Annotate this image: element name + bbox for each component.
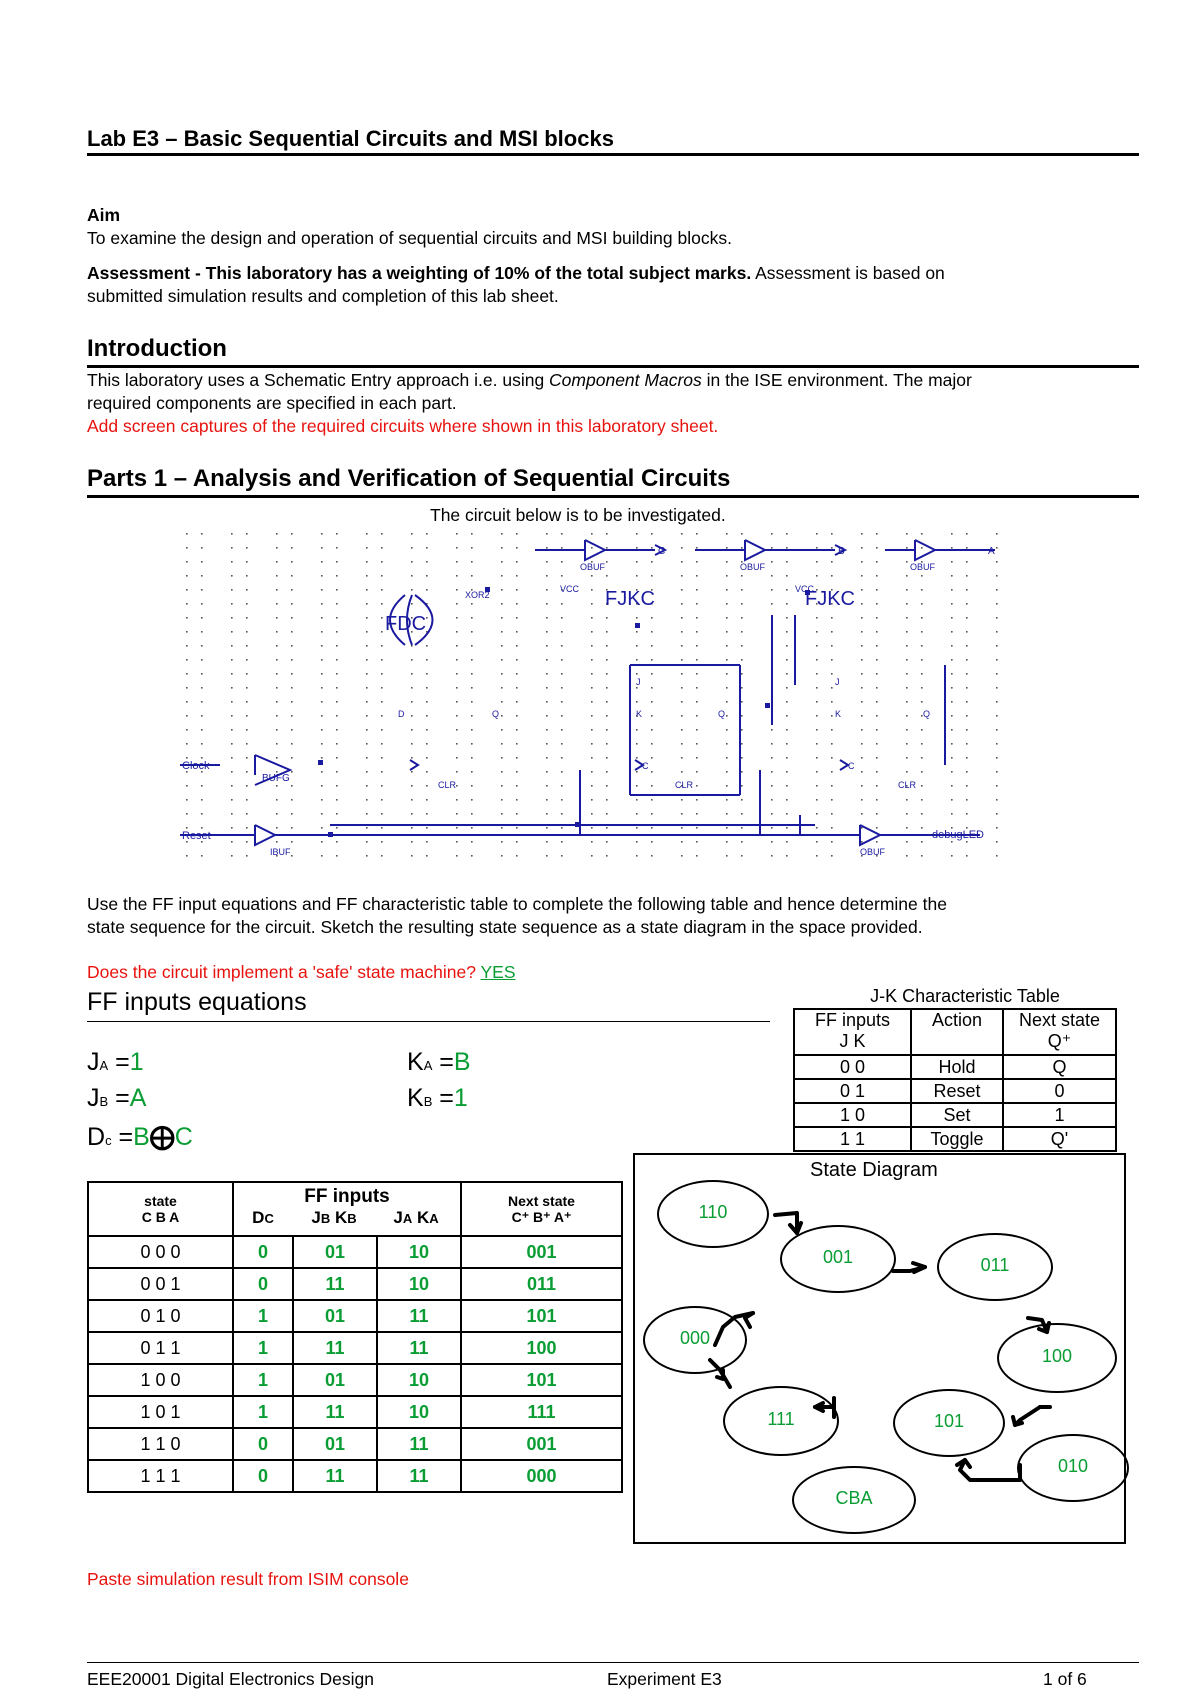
state-table-cell: 11 (377, 1460, 461, 1492)
state-table-cell: 000 (461, 1460, 622, 1492)
state-table-cell: 0 (233, 1236, 293, 1268)
schematic-label-clock: Clock (182, 760, 210, 772)
jk-table (793, 1008, 1117, 1152)
state-table-cell: 11 (293, 1396, 377, 1428)
state-table-cell: 0 1 0 (88, 1300, 233, 1332)
schematic-label-out-a: A (988, 546, 995, 557)
state-node (643, 1306, 747, 1374)
intro-text-b: in the ISE environment. The major (701, 370, 972, 390)
schematic-label-fdc: FDC (385, 613, 427, 635)
eq-ka (407, 1048, 471, 1077)
state-table-row (88, 1332, 622, 1364)
state-table-cell: 01 (293, 1300, 377, 1332)
state-table-row (88, 1364, 622, 1396)
schematic-label-vcc-2: VCC (795, 584, 815, 594)
state-table-cell: 10 (377, 1268, 461, 1300)
eq-kb-value: 1 (453, 1084, 468, 1112)
state-table (87, 1181, 623, 1493)
state-table-row (88, 1236, 622, 1268)
eq-ka-equals: = (432, 1048, 454, 1076)
schematic-label-fjkc-2: FJKC (805, 588, 855, 610)
assessment-bold: Assessment - This laboratory has a weighting of 10% of the total subject marks. (87, 263, 752, 283)
state-node-label: 010 (1057, 1456, 1089, 1476)
intro-heading: Introduction (87, 335, 227, 362)
state-table-cell: 01 (293, 1428, 377, 1460)
eq-jb-equals: = (108, 1084, 130, 1112)
aim-heading: Aim (87, 205, 121, 225)
state-node-label: 000 (679, 1328, 711, 1348)
state-node (792, 1466, 916, 1534)
schematic-label-obuf-3: OBUF (910, 562, 936, 572)
eq-kb-equals: = (432, 1084, 454, 1112)
schematic-pin-q-1: Q (492, 709, 500, 719)
state-table-row (88, 1428, 622, 1460)
state-table-row (88, 1396, 622, 1428)
schematic-label-clr-1: CLR (438, 780, 457, 790)
state-node (997, 1323, 1117, 1393)
circuit-schematic (180, 525, 1030, 885)
eq-ja (87, 1048, 144, 1077)
safe-answer: YES (480, 962, 516, 982)
state-node (657, 1180, 769, 1248)
part1-heading: Parts 1 – Analysis and Verification of Sequential Circuits (87, 465, 731, 492)
eq-dc-sub: c (105, 1133, 112, 1148)
state-table-cell: 10 (377, 1396, 461, 1428)
intro-line3: Add screen captures of the required circuits where shown in this laboratory sheet. (87, 416, 719, 436)
state-table-cell: 101 (461, 1364, 622, 1396)
state-table-cell: 1 (233, 1332, 293, 1364)
state-table-cell: 10 (377, 1236, 461, 1268)
state-node-label: 110 (698, 1202, 728, 1222)
state-node-label: 111 (767, 1409, 795, 1429)
intro-text-a: This laboratory uses a Schematic Entry approach i.e. using (87, 370, 550, 390)
eq-dc-lhs: D (87, 1123, 106, 1151)
state-table-cell: 111 (461, 1396, 622, 1428)
title-rule (87, 153, 1139, 156)
schematic-pin-j-1: J (636, 677, 641, 687)
state-table-cell: 11 (377, 1428, 461, 1460)
state-table-cell: 1 1 0 (88, 1428, 233, 1460)
state-table-cell: 11 (293, 1268, 377, 1300)
state-node (937, 1233, 1053, 1301)
schematic-label-bufg: BUFG (262, 773, 290, 784)
state-table-cell: 0 (233, 1460, 293, 1492)
eq-kb-sub: B (423, 1094, 433, 1109)
state-table-cell: 100 (461, 1332, 622, 1364)
state-table-cell: 11 (293, 1460, 377, 1492)
eq-ja-lhs: J (87, 1048, 100, 1076)
eq-ka-value: B (453, 1048, 471, 1076)
jk-row: 0 0 Hold Q (794, 1055, 1116, 1079)
eq-jb-value: A (129, 1084, 147, 1112)
footer-center: Experiment E3 (607, 1669, 722, 1689)
jk-row: 1 0 Set 1 (794, 1103, 1116, 1127)
schematic-label-reset: Reset (182, 830, 211, 842)
state-table-header (88, 1182, 622, 1236)
state-table-cell: 11 (377, 1332, 461, 1364)
state-table-cell: 001 (461, 1428, 622, 1460)
schematic-pin-k-2: K (835, 709, 842, 719)
schematic-label-obuf-2: OBUF (740, 562, 766, 572)
eq-ja-equals: = (108, 1048, 130, 1076)
intro-emphasis: Component Macros (549, 370, 702, 390)
schematic-label-out-c: C (658, 546, 666, 557)
state-node-label: CBA (835, 1488, 873, 1508)
eq-ka-lhs: K (407, 1048, 424, 1076)
eq-ja-value: 1 (129, 1048, 144, 1076)
schematic-label-ibuf: IBUF (270, 847, 291, 857)
instructions-line2: state sequence for the circuit. Sketch the resulting state sequence as a state diagram in the space provided. (87, 917, 923, 937)
state-table-cell: 10 (377, 1364, 461, 1396)
schematic-pin-c-2: C (848, 761, 855, 771)
jk-header-action: Action (911, 1009, 1003, 1055)
eq-dc-equals: = (111, 1123, 134, 1151)
eq-dc-xor-symbol: ⨁ (149, 1123, 175, 1151)
state-table-cell: 001 (461, 1236, 622, 1268)
schematic-pin-j-2: J (835, 677, 840, 687)
eq-dc-value-a: B (133, 1123, 150, 1151)
state-table-cell: 1 1 1 (88, 1460, 233, 1492)
state-table-cell: 01 (293, 1236, 377, 1268)
state-table-cell: 1 0 1 (88, 1396, 233, 1428)
eq-ja-sub: A (99, 1058, 109, 1073)
eq-jb (87, 1084, 146, 1113)
aim-text: To examine the design and operation of sequential circuits and MSI building blocks. (87, 228, 732, 248)
ff-equations-rule (87, 1021, 770, 1022)
state-table-cell: 11 (377, 1300, 461, 1332)
footer-left: EEE20001 Digital Electronics Design (87, 1669, 374, 1689)
state-table-row (88, 1300, 622, 1332)
schematic-pin-d: D (398, 709, 405, 719)
part1-rule (87, 495, 1139, 498)
jk-row: 1 1 Toggle Q' (794, 1127, 1116, 1151)
state-node (1017, 1434, 1129, 1502)
state-table-row (88, 1268, 622, 1300)
jk-table-caption: J-K Characteristic Table (870, 986, 1060, 1006)
eq-kb (407, 1084, 468, 1113)
schematic-grid (186, 533, 998, 857)
assessment-line2: submitted simulation results and completion of this lab sheet. (87, 286, 559, 306)
state-node-label: 011 (980, 1255, 1010, 1275)
schematic-label-obuf-4: OBUF (860, 847, 886, 857)
jk-header-ff: FF inputs J K (794, 1009, 911, 1055)
footer-right: 1 of 6 (1043, 1669, 1087, 1689)
state-node-label: 100 (1041, 1346, 1073, 1366)
schematic-label-clr-3: CLR (898, 780, 917, 790)
state-table-cell: 0 1 1 (88, 1332, 233, 1364)
schematic-label-vcc-1: VCC (560, 584, 580, 594)
state-node (780, 1225, 896, 1293)
footer-rule (87, 1662, 1139, 1663)
schematic-pin-q-3: Q (923, 709, 931, 719)
jk-header-next: Next state Q⁺ (1003, 1009, 1116, 1055)
state-table-cell: 0 (233, 1428, 293, 1460)
schematic-pin-k-1: K (636, 709, 643, 719)
paste-instruction: Paste simulation result from ISIM console (87, 1569, 409, 1589)
state-table-cell: 1 (233, 1364, 293, 1396)
state-table-row (88, 1460, 622, 1492)
header-ff-inputs: FF inputs DC JB KB JA KA (233, 1182, 461, 1236)
state-table-cell: 1 0 0 (88, 1364, 233, 1396)
circuit-caption: The circuit below is to be investigated. (430, 505, 726, 525)
schematic-wires (180, 540, 995, 845)
state-table-cell: 01 (293, 1364, 377, 1396)
assessment-line1 (87, 262, 945, 284)
jk-row: 0 1 Reset 0 (794, 1079, 1116, 1103)
state-diagram-caption: State Diagram (810, 1159, 938, 1181)
eq-jb-sub: B (99, 1094, 109, 1109)
schematic-pin-q-2: Q (718, 709, 726, 719)
state-node-label: 101 (933, 1411, 965, 1431)
header-state: state C B A (88, 1182, 233, 1236)
schematic-label-clr-2: CLR (675, 780, 694, 790)
schematic-label-obuf-1: OBUF (580, 562, 606, 572)
page-title: Lab E3 – Basic Sequential Circuits and MSI blocks (87, 126, 614, 151)
ff-equations-heading: FF inputs equations (87, 988, 307, 1016)
state-table-cell: 101 (461, 1300, 622, 1332)
state-table-cell: 0 (233, 1268, 293, 1300)
jk-table-header (794, 1009, 1116, 1055)
assessment-rest: Assessment is based on (751, 263, 945, 283)
instructions-line1: Use the FF input equations and FF characteristic table to complete the following table and hence determine the (87, 894, 947, 914)
header-next-state: Next state C⁺ B⁺ A⁺ (461, 1182, 622, 1236)
intro-rule (87, 365, 1139, 368)
state-table-cell: 1 (233, 1396, 293, 1428)
state-table-cell: 11 (293, 1332, 377, 1364)
state-table-cell: 0 0 1 (88, 1268, 233, 1300)
eq-ka-sub: A (423, 1058, 433, 1073)
state-table-cell: 011 (461, 1268, 622, 1300)
eq-jb-lhs: J (87, 1084, 100, 1112)
state-table-cell: 1 (233, 1300, 293, 1332)
schematic-label-xor: XOR2 (465, 590, 490, 600)
safe-question-text: Does the circuit implement a 'safe' state machine? (87, 962, 476, 982)
state-node-label: 001 (822, 1247, 854, 1267)
schematic-label-debug: debugLED (932, 829, 984, 841)
intro-line2: required components are specified in each part. (87, 393, 457, 413)
state-table-cell: 0 0 0 (88, 1236, 233, 1268)
safe-question (87, 961, 516, 983)
state-node (893, 1389, 1005, 1457)
schematic-label-fjkc-1: FJKC (605, 588, 655, 610)
state-node (723, 1386, 839, 1456)
eq-dc (87, 1122, 193, 1152)
schematic-pin-c-1: C (642, 761, 649, 771)
eq-kb-lhs: K (407, 1084, 424, 1112)
schematic-label-out-b: B (838, 546, 845, 557)
intro-line1 (87, 369, 972, 391)
eq-dc-value-b: C (174, 1123, 193, 1151)
